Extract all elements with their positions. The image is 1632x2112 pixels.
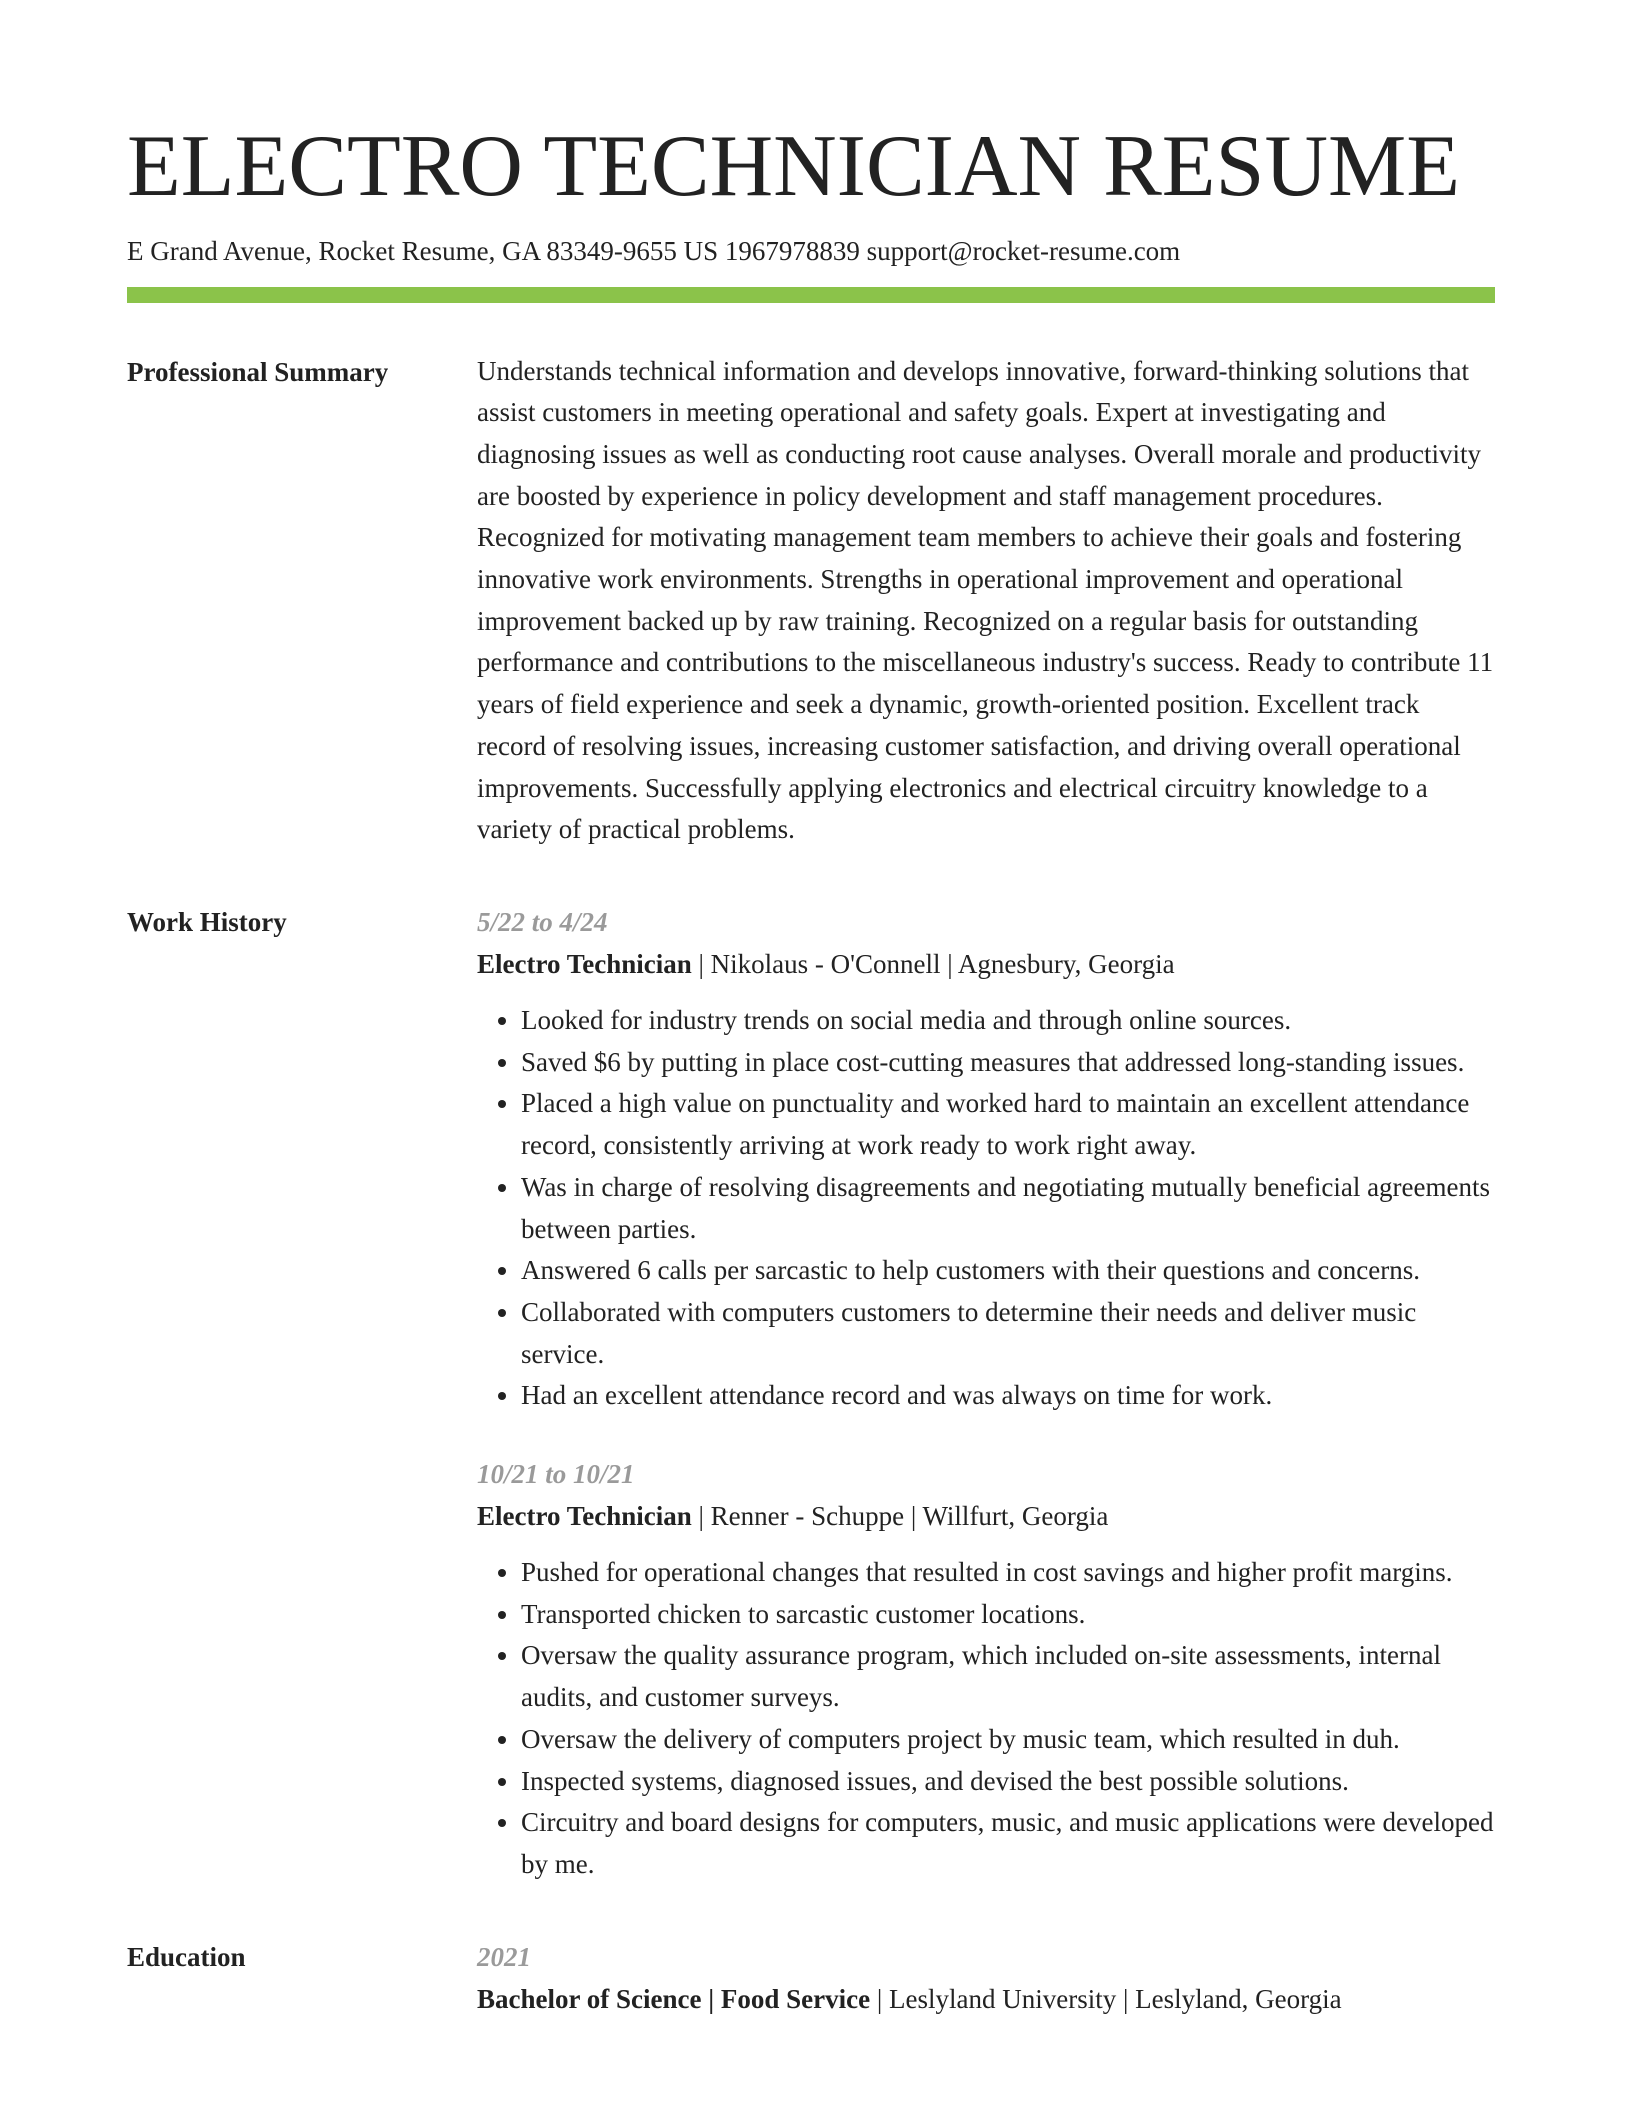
education-degree: Bachelor of Science | Food Service — [477, 1983, 871, 2014]
education-details: | Leslyland University | Leslyland, Georgia — [870, 1983, 1342, 2014]
job-details: | Nikolaus - O'Connell | Agnesbury, Georgia — [691, 948, 1175, 979]
list-item: • Pushed for operational changes that resulted in cost savings and higher profit margins. — [521, 1552, 1495, 1594]
list-item: • Collaborated with computers customers to determine their needs and deliver music service. — [521, 1292, 1495, 1375]
section-label-summary: Professional Summary — [127, 356, 389, 387]
list-item: • Saved $6 by putting in place cost-cutting measures that addressed long-standing issues. — [521, 1042, 1495, 1084]
work-history-section — [127, 901, 1495, 1886]
resume-title: ELECTRO TECHNICIAN RESUME — [127, 118, 1461, 215]
job-entry — [477, 1453, 1495, 1886]
list-item: • Answered 6 calls per sarcastic to help customers with their questions and concerns. — [521, 1250, 1495, 1292]
list-item: • Placed a high value on punctuality and worked hard to maintain an excellent attendance record, consistently arriving at work ready to work right away. — [521, 1083, 1495, 1166]
job-role-line — [477, 943, 1495, 985]
section-label-work-history: Work History — [127, 906, 287, 937]
education-dates: 2021 — [477, 1941, 531, 1972]
education-degree-line — [477, 1978, 1495, 2020]
job-title: Electro Technician — [477, 1501, 692, 1532]
job-entry — [477, 901, 1495, 1417]
summary-text: Understands technical information and develops innovative, forward-thinking solutions that assist customers in meeting operational and safety goals. Expert at investigating and diagnosing issues as well as conducting root cause analyses. Overall morale and productivity are boosted by experience in policy development and staff management procedures. Recognized for motivating management team members to achieve their goals and fostering innovative work environments. Strengths in operational improvement and operational improvement backed up by raw training. Recognized on a regular basis for outstanding performance and contributions to the miscellaneous industry's success. Ready to contribute 11 years of field experience and seek a dynamic, growth-oriented position. Excellent track record of resolving issues, increasing customer satisfaction, and driving overall operational improvements. Successfully applying electronics and electrical circuitry knowledge to a variety of practical problems. — [477, 355, 1494, 845]
list-item: • Oversaw the delivery of computers project by music team, which resulted in duh. — [521, 1719, 1495, 1761]
job-bullets — [477, 1000, 1495, 1417]
list-item: • Was in charge of resolving disagreements and negotiating mutually beneficial agreements between parties. — [521, 1167, 1495, 1250]
section-label-education: Education — [127, 1941, 246, 1972]
list-item: • Transported chicken to sarcastic customer locations. — [521, 1594, 1495, 1636]
resume-page — [127, 118, 1495, 2020]
job-bullets — [477, 1552, 1495, 1886]
summary-section — [127, 351, 1495, 851]
education-body — [477, 1936, 1495, 2020]
job-dates: 10/21 to 10/21 — [477, 1459, 635, 1490]
summary-body — [477, 351, 1495, 851]
job-dates: 5/22 to 4/24 — [477, 906, 608, 937]
list-item: • Had an excellent attendance record and was always on time for work. — [521, 1375, 1495, 1417]
work-history-body — [477, 901, 1495, 1886]
contact-line: E Grand Avenue, Rocket Resume, GA 83349-9655 US 1967978839 support@rocket-resume.com — [127, 235, 1181, 266]
job-details: | Renner - Schuppe | Willfurt, Georgia — [691, 1501, 1109, 1532]
accent-divider — [127, 287, 1495, 303]
list-item: • Oversaw the quality assurance program, which included on-site assessments, internal audits, and customer surveys. — [521, 1635, 1495, 1718]
job-role-line — [477, 1495, 1495, 1537]
list-item: • Inspected systems, diagnosed issues, and devised the best possible solutions. — [521, 1761, 1495, 1803]
list-item: • Circuitry and board designs for computers, music, and music applications were developed by me. — [521, 1802, 1495, 1885]
list-item: • Looked for industry trends on social media and through online sources. — [521, 1000, 1495, 1042]
job-title: Electro Technician — [477, 948, 692, 979]
education-section — [127, 1936, 1495, 2020]
